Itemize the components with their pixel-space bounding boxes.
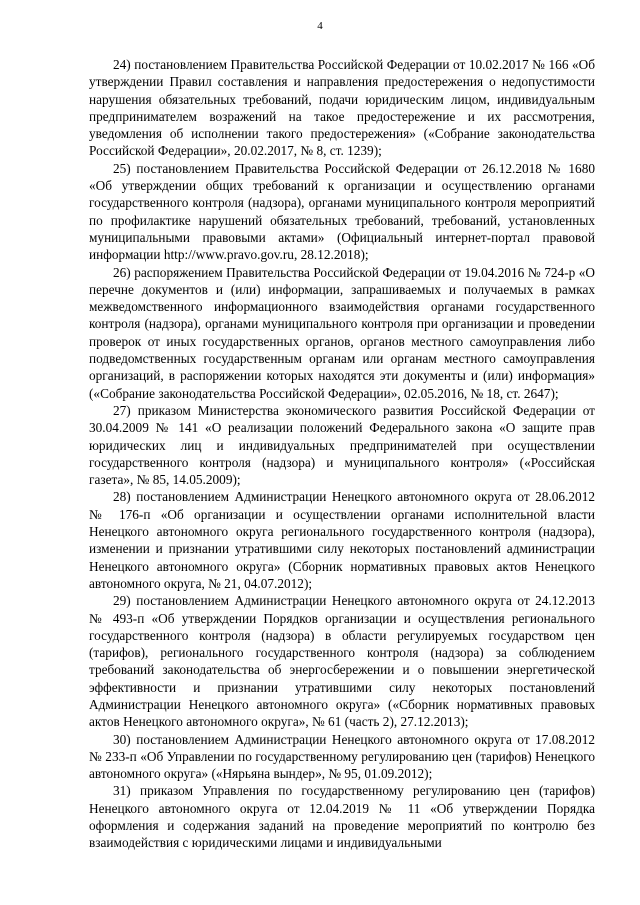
list-item-26: 26) распоряжением Правительства Российской Федерации от 19.04.2016 № 724-р «О перечне документов и (или) информации, запрашиваемых и получаемых в рамках межведомственного информационного взаимодействия органами государственного контроля (надзора), органами муниципального контроля при организации и проведении проверок от иных государственных органов, органов местного самоуправления либо подведомственных государственным органам или органам местного самоуправления организаций, в распоряжении которых находятся эти документы и (или) информация» («Собрание законодательства Российской Федерации», 02.05.2016, № 18, ст. 2647); (89, 264, 595, 401)
list-item-31: 31) приказом Управления по государственному регулированию цен (тарифов) Ненецкого автономного округа от 12.04.2019 № 11 «Об утверждении Порядка оформления и содержания заданий на проведение мероприятий по контролю без взаимодействия с юридическими лицами и индивидуальными (89, 783, 595, 851)
list-item-30: 30) постановлением Администрации Ненецкого автономного округа от 17.08.2012 № 233-п «Об Управлении по государственному регулированию цен (тарифов) Ненецкого автономного округа» («Нярьяна вындер», № 95, 01.09.2012); (89, 731, 595, 782)
list-item-24: 24) постановлением Правительства Российской Федерации от 10.02.2017 № 166 «Об утверждении Правил составления и направления предостережения о недопустимости нарушения обязательных требований, подачи юридическим лицом, индивидуальным предпринимателем возражений на такое предостережение и их рассмотрения, уведомления об исполнении такого предостережения» («Собрание законодательства Российской Федерации», 20.02.2017, № 8, ст. 1239); (89, 57, 595, 159)
list-item-25: 25) постановлением Правительства Российской Федерации от 26.12.2018 № 1680 «Об утверждении общих требований к организации и осуществлению органами государственного контроля (надзора), органами муниципального контроля мероприятий по профилактике нарушений обязательных требований, требований, установленных муниципальными правовыми актами» (Официальный интернет-портал правовой информации http://www.pravo.gov.ru, 28.12.2018); (89, 160, 595, 263)
list-item-27: 27) приказом Министерства экономического развития Российской Федерации от 30.04.2009 № 141 «О реализации положений Федерального закона «О защите прав юридических лиц и индивидуальных предпринимателей при осуществлении государственного контроля (надзора) и муниципального контроля» («Российская газета», № 85, 14.05.2009); (89, 402, 595, 488)
page-number: 4 (317, 20, 323, 32)
list-item-28: 28) постановлением Администрации Ненецкого автономного округа от 28.06.2012 № 176-п «Об организации и осуществлении органами исполнительной власти Ненецкого автономного округа регионального государственного контроля (надзора), изменении и признании утратившими силу некоторых постановлений администрации Ненецкого автономного округа» (Сборник нормативных правовых актов Ненецкого автономного округа, № 21, 04.07.2012); (89, 489, 595, 591)
document-body (89, 56, 595, 852)
list-item-29: 29) постановлением Администрации Ненецкого автономного округа от 24.12.2013 № 493-п «Об утверждении Порядков организации и осуществления регионального государственного контроля (надзора) в области регулируемых государством цен (тарифов), регионального государственного контроля (надзора) за соблюдением требований законодательства об энергосбережении и о повышении энергетической эффективности и признании утратившими силу некоторых постановлений Администрации Ненецкого автономного округа» («Сборник нормативных правовых актов Ненецкого автономного округа», № 61 (часть 2), 27.12.2013); (89, 593, 595, 730)
